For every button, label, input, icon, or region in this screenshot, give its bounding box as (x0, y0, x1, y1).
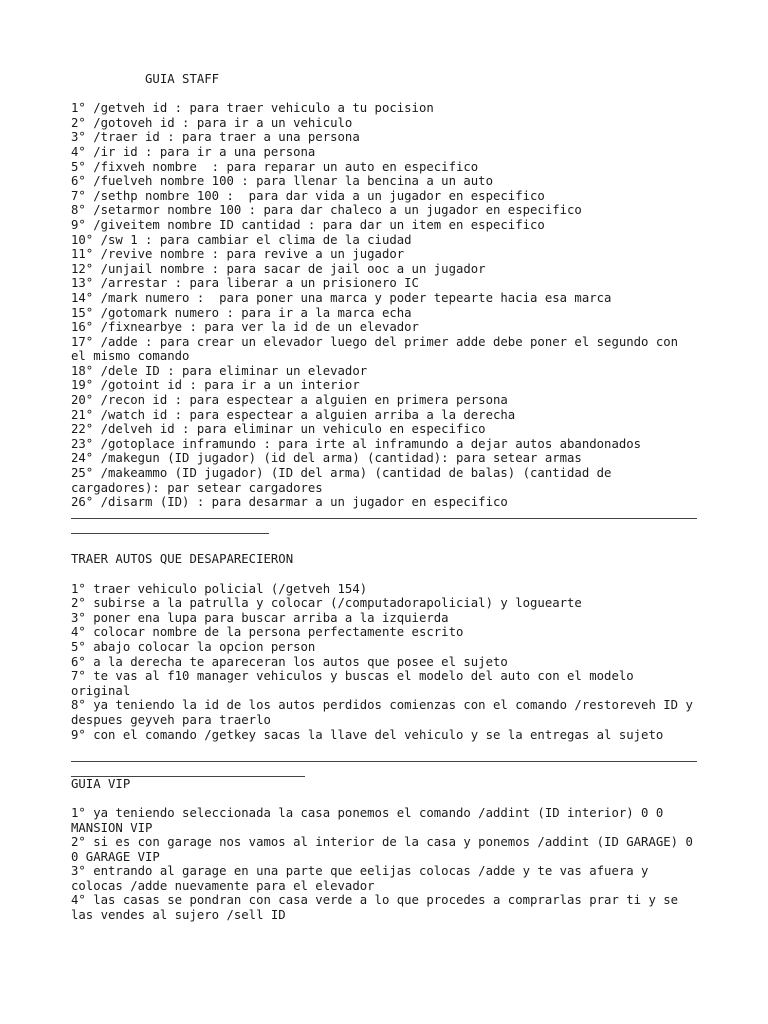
list-item: 3° entrando al garage en una parte que eelijas colocas /adde y te vas afuera y colocas /adde nuevamente para el elevador (71, 864, 656, 893)
list-item: 14° /mark numero : para poner una marca y poder tepearte hacia esa marca (71, 290, 612, 305)
list-item: 15° /gotomark numero : para ir a la marca echa (71, 305, 412, 320)
list-item: 22° /delveh id : para eliminar un vehiculo en especifico (71, 422, 486, 437)
list-item: 8° ya teniendo la id de los autos perdidos comienzas con el comando /restoreveh ID y despues geyveh para traerlo (71, 698, 701, 727)
list-item: 16° /fixnearbye : para ver la id de un elevador (71, 320, 419, 335)
list-item: 18° /dele ID : para eliminar un elevador (71, 363, 368, 378)
list-item: 21° /watch id : para espectear a alguien arriba a la derecha (71, 407, 516, 422)
list-item: 2° subirse a la patrulla y colocar (/computadorapolicial) y loguearte (71, 596, 582, 611)
list-item: 24° /makegun (ID jugador) (id del arma) (cantidad): para setear armas (71, 451, 582, 466)
divider-line (71, 518, 697, 519)
list-item: 5° /fixveh nombre : para reparar un auto en especifico (71, 159, 479, 174)
list-item: 8° /setarmor nombre 100 : para dar chaleco a un jugador en especifico (71, 203, 582, 218)
autos-title: TRAER AUTOS QUE DESAPARECIERON (71, 552, 294, 567)
vip-list (71, 806, 699, 923)
divider-line (71, 761, 697, 762)
autos-section (71, 552, 699, 776)
list-item: 4° las casas se pondran con casa verde a lo que procedes a comprarlas prar ti y se las vendes al sujero /sell ID (71, 893, 686, 923)
list-item: 23° /gotoplace inframundo : para irte al inframundo a dejar autos abandonados (71, 436, 642, 451)
staff-section (71, 72, 699, 534)
list-item: 5° abajo colocar la opcion person (71, 639, 316, 654)
list-item: 20° /recon id : para espectear a alguien en primera persona (71, 393, 508, 408)
list-item: 4° colocar nombre de la persona perfectamente escrito (71, 625, 464, 640)
list-item: 7° te vas al f10 manager vehiculos y buscas el modelo del auto con el modelo original (71, 669, 642, 698)
list-item: 7° /sethp nombre 100 : para dar vida a un jugador en especifico (71, 188, 545, 203)
list-item: 4° /ir id : para ir a una persona (71, 144, 316, 159)
list-item: 12° /unjail nombre : para sacar de jail ooc a un jugador (71, 261, 486, 276)
list-item: 1° /getveh id : para traer vehiculo a tu pocision (71, 101, 434, 116)
staff-list (71, 101, 699, 510)
list-item: 17° /adde : para crear un elevador luego del primer adde debe poner el segundo con el mismo comando (71, 334, 686, 364)
list-item: 13° /arrestar : para liberar a un prisionero IC (71, 276, 419, 291)
list-item: 6° a la derecha te apareceran los autos que posee el sujeto (71, 654, 508, 669)
list-item: 3° /traer id : para traer a una persona (71, 130, 360, 145)
list-item: 19° /gotoint id : para ir a un interior (71, 378, 360, 393)
staff-title: GUIA STAFF (71, 72, 220, 86)
list-item: 26° /disarm (ID) : para desarmar a un jugador en especifico (71, 495, 508, 510)
list-item: 2° /gotoveh id : para ir a un vehiculo (71, 115, 353, 130)
list-item: 3° poner ena lupa para buscar arriba a la izquierda (71, 610, 449, 625)
vip-section (71, 777, 699, 923)
list-item: 9° con el comando /getkey sacas la llave del vehiculo y se la entregas al sujeto (71, 727, 664, 742)
vip-title: GUIA VIP (71, 776, 131, 791)
document-page (71, 72, 699, 923)
list-item: 11° /revive nombre : para revive a un jugador (71, 247, 405, 262)
autos-list (71, 582, 699, 743)
list-item: 2° si es con garage nos vamos al interior de la casa y ponemos /addint (ID GARAGE) 0 0 GARAGE VIP (71, 835, 701, 864)
list-item: 1° ya teniendo seleccionada la casa ponemos el comando /addint (ID interior) 0 0 MANSION VIP (71, 805, 671, 835)
list-item: 1° traer vehiculo policial (/getveh 154) (71, 581, 368, 596)
list-item: 6° /fuelveh nombre 100 : para llenar la bencina a un auto (71, 174, 493, 189)
list-item: 25° /makeammo (ID jugador) (ID del arma) (cantidad de balas) (cantidad de cargadores): par setear cargadores (71, 466, 619, 495)
list-item: 10° /sw 1 : para cambiar el clima de la ciudad (71, 232, 412, 247)
list-item: 9° /giveitem nombre ID cantidad : para dar un item en especifico (71, 217, 545, 232)
